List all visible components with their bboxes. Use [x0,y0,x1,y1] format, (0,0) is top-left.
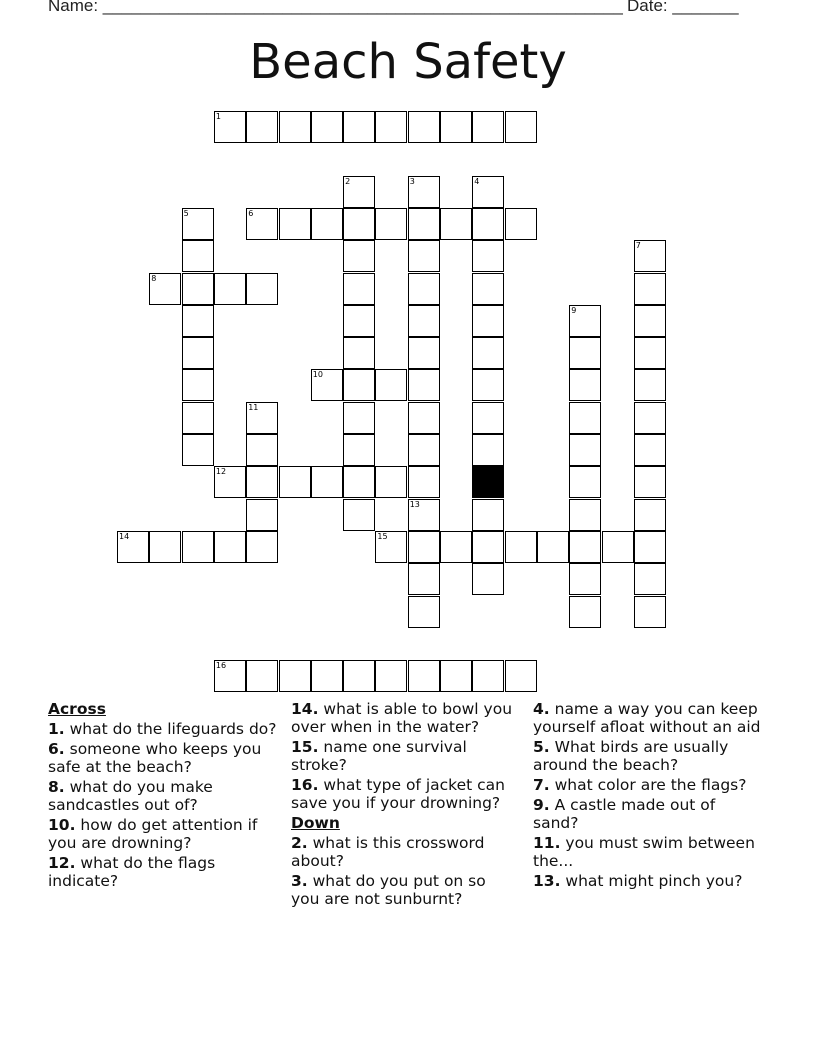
grid-cell[interactable] [375,466,407,498]
grid-cell[interactable] [408,596,440,628]
clue-number-11: 11 [248,402,259,412]
grid-cell[interactable] [343,434,375,466]
grid-cell[interactable] [634,434,666,466]
clue-text: A castle made out of sand? [533,796,716,832]
grid-cell[interactable] [279,111,311,143]
clue-text: What birds are usually around the beach? [533,738,729,774]
clue-text: what do you put on so you are not sunburnt? [291,872,486,908]
grid-cell[interactable] [634,369,666,401]
clue-item [48,816,288,852]
clue-number: 12. [48,854,76,872]
grid-cell[interactable] [472,111,504,143]
grid-cell[interactable] [246,660,278,692]
grid-cell[interactable] [569,402,601,434]
clue-number: 11. [533,834,561,852]
clue-number-12: 12 [215,467,227,477]
grid-cell[interactable] [182,402,214,434]
clue-number: 14. [291,700,319,718]
clue-text: what color are the flags? [549,776,747,794]
grid-cell[interactable] [182,369,214,401]
clues-column-2 [291,700,513,910]
clue-item [48,720,288,738]
clue-item [533,796,765,832]
clue-item [48,778,288,814]
clue-text: someone who keeps you safe at the beach? [48,740,262,776]
grid-cell[interactable] [375,369,407,401]
grid-cell[interactable] [343,208,375,240]
clue-number-13: 13 [409,499,420,509]
clue-item [533,700,765,736]
across-heading: Across [48,700,106,718]
grid-cell[interactable] [440,531,472,563]
grid-cell[interactable] [634,596,666,628]
grid-cell[interactable] [408,402,440,434]
grid-cell[interactable] [440,111,472,143]
grid-cell[interactable] [634,337,666,369]
clue-text: what is this crossword about? [291,834,485,870]
down-heading: Down [291,814,340,832]
grid-cell[interactable] [472,434,504,466]
clue-number-9: 9 [571,305,577,315]
grid-cell[interactable] [149,531,181,563]
grid-cell[interactable] [472,240,504,272]
grid-cell[interactable] [569,434,601,466]
clue-number: 8. [48,778,65,796]
grid-cell[interactable] [311,466,343,498]
grid-cell[interactable] [375,208,407,240]
clue-number-8: 8 [151,273,157,283]
grid-cell[interactable] [408,208,440,240]
grid-cell[interactable] [472,369,504,401]
clue-number-10: 10 [312,370,323,380]
grid-cell[interactable] [182,240,214,272]
clue-item [533,834,765,870]
grid-cell[interactable] [472,499,504,531]
grid-cell[interactable] [634,273,666,305]
page-title: Beach Safety [249,34,567,90]
clue-item [48,740,288,776]
grid-cell[interactable] [279,466,311,498]
grid-cell[interactable] [472,531,504,563]
clue-text: you must swim between the... [533,834,755,870]
grid-cell[interactable] [505,208,537,240]
clue-number-7: 7 [635,241,641,251]
clue-number: 9. [533,796,550,814]
clue-number: 13. [533,872,561,890]
grid-cell[interactable] [343,660,375,692]
clue-text: what is able to bowl you over when in the water? [291,700,513,736]
clue-item [291,872,513,908]
grid-cell[interactable] [634,305,666,337]
grid-cell[interactable] [311,208,343,240]
grid-cell[interactable] [343,305,375,337]
grid-cell[interactable] [569,337,601,369]
clue-text: what do the lifeguards do? [64,720,277,738]
grid-cell[interactable] [311,660,343,692]
clue-item [291,738,513,774]
clue-number: 5. [533,738,550,756]
grid-cell[interactable] [182,273,214,305]
clue-item [533,776,765,794]
grid-cell[interactable] [408,660,440,692]
clue-item [291,834,513,870]
grid-cell[interactable] [440,660,472,692]
grid-cell[interactable] [472,208,504,240]
grid-cell[interactable] [279,208,311,240]
grid-cell[interactable] [214,531,246,563]
clue-item [48,854,288,890]
clue-number: 10. [48,816,76,834]
clue-item [291,776,513,812]
clue-number-2: 2 [345,176,351,186]
clue-number-15: 15 [377,531,388,541]
clues-column-1 [48,700,288,892]
grid-cell[interactable] [472,563,504,595]
grid-cell[interactable] [408,369,440,401]
clue-number-4: 4 [474,176,480,186]
clue-text: what type of jacket can save you if your drowning? [291,776,505,812]
clue-number-14: 14 [119,531,130,541]
grid-cell[interactable] [343,369,375,401]
grid-cell[interactable] [182,305,214,337]
name-line: _______________________________________________________ [102,0,623,15]
grid-cell[interactable] [279,660,311,692]
grid-cell[interactable] [602,531,634,563]
grid-cell[interactable] [472,337,504,369]
grid-cell[interactable] [311,111,343,143]
grid-cell[interactable] [472,305,504,337]
grid-cell[interactable] [408,434,440,466]
clue-text: what might pinch you? [560,872,743,890]
clue-text: name a way you can keep yourself afloat without an aid [533,700,761,736]
grid-cell[interactable] [246,111,278,143]
clue-text: what do the flags indicate? [48,854,216,890]
grid-cell[interactable] [182,337,214,369]
grid-cell[interactable] [569,369,601,401]
grid-cell[interactable] [343,402,375,434]
clues-column-3 [533,700,765,892]
grid-cell[interactable] [246,273,278,305]
grid-cell[interactable] [214,273,246,305]
clue-item [291,700,513,736]
grid-cell[interactable] [408,111,440,143]
grid-cell[interactable] [634,466,666,498]
clue-number: 3. [291,872,308,890]
clue-text: how do get attention if you are drowning? [48,816,258,852]
grid-cell[interactable] [408,466,440,498]
grid-cell[interactable] [505,531,537,563]
grid-cell[interactable] [375,660,407,692]
grid-cell[interactable] [569,563,601,595]
clue-number: 7. [533,776,550,794]
grid-cell[interactable] [343,111,375,143]
clue-text: what do you make sandcastles out of? [48,778,213,814]
grid-cell[interactable] [472,402,504,434]
clue-item [533,872,765,890]
clue-number-16: 16 [215,661,227,671]
grid-cell[interactable] [472,273,504,305]
grid-cell[interactable] [569,596,601,628]
grid-cell[interactable] [505,660,537,692]
date-label: Date: [627,0,673,15]
clue-text: name one survival stroke? [291,738,467,774]
grid-cell[interactable] [472,660,504,692]
grid-cell[interactable] [343,273,375,305]
grid-cell[interactable] [408,305,440,337]
grid-cell[interactable] [569,531,601,563]
grid-cell[interactable] [537,531,569,563]
grid-cell[interactable] [246,466,278,498]
grid-cell[interactable] [634,402,666,434]
clue-number: 16. [291,776,319,794]
name-label: Name: [48,0,103,15]
grid-cell[interactable] [408,337,440,369]
grid-cell[interactable] [634,499,666,531]
clue-number-5: 5 [183,208,189,218]
grid-cell[interactable] [343,337,375,369]
clue-number: 1. [48,720,65,738]
grid-cell[interactable] [569,466,601,498]
date-line: _______ [672,0,739,15]
clue-number-6: 6 [248,208,254,218]
grid-cell[interactable] [440,208,472,240]
grid-cell[interactable] [408,273,440,305]
black-cell [472,466,504,498]
grid-cell[interactable] [408,563,440,595]
grid-cell[interactable] [246,499,278,531]
grid-cell[interactable] [375,111,407,143]
grid-cell[interactable] [182,434,214,466]
grid-cell[interactable] [634,563,666,595]
clue-number-1: 1 [215,112,221,121]
grid-cell[interactable] [246,434,278,466]
clue-number: 6. [48,740,65,758]
grid-cell[interactable] [246,531,278,563]
grid-cell[interactable] [343,499,375,531]
grid-cell[interactable] [182,531,214,563]
grid-cell[interactable] [569,499,601,531]
grid-cell[interactable] [408,240,440,272]
grid-cell[interactable] [408,531,440,563]
clue-number: 4. [533,700,550,718]
grid-cell[interactable] [634,531,666,563]
clue-number: 15. [291,738,319,756]
clue-number: 2. [291,834,308,852]
clue-number-3: 3 [409,176,415,186]
grid-cell[interactable] [343,466,375,498]
clue-item [533,738,765,774]
grid-cell[interactable] [343,240,375,272]
grid-cell[interactable] [505,111,537,143]
